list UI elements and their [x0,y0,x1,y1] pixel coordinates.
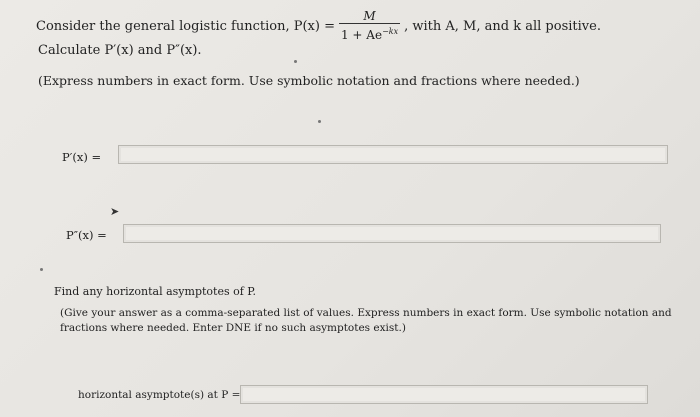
denominator-base: 1 + Ae [340,28,383,42]
task-text: Calculate P′(x) and P″(x). [38,43,202,58]
asymptote-label: horizontal asymptote(s) at P = [78,389,241,401]
decorative-speck [294,60,297,63]
question-intro [36,8,601,44]
decorative-speck [40,268,43,271]
p-prime-input[interactable] [118,145,668,164]
p-double-prime-input[interactable] [123,224,661,243]
instructions-text: (Express numbers in exact form. Use symbolic notation and fractions where needed.) [38,73,580,88]
fraction-denominator [339,24,400,43]
asymptote-input[interactable] [240,385,648,404]
asymptote-prompt: Find any horizontal asymptotes of P. [54,285,256,298]
p-prime-label: P′(x) = [62,150,102,164]
decorative-speck [318,120,321,123]
intro-prefix: Consider the general logistic function, P(x) = [36,18,335,34]
denominator-exponent: −kx [382,27,399,36]
p-double-prime-label: P″(x) = [66,228,107,242]
mouse-pointer-icon: ➤ [110,205,120,218]
logistic-fraction [339,9,400,43]
fraction-numerator: M [363,9,376,23]
asymptote-instructions: (Give your answer as a comma-separated list of values. Express numbers in exact form. Use symbolic notation and fractions where needed. Enter DNE if no such asymptotes exist.) [60,307,672,334]
intro-suffix: , with A, M, and k all positive. [404,18,601,34]
